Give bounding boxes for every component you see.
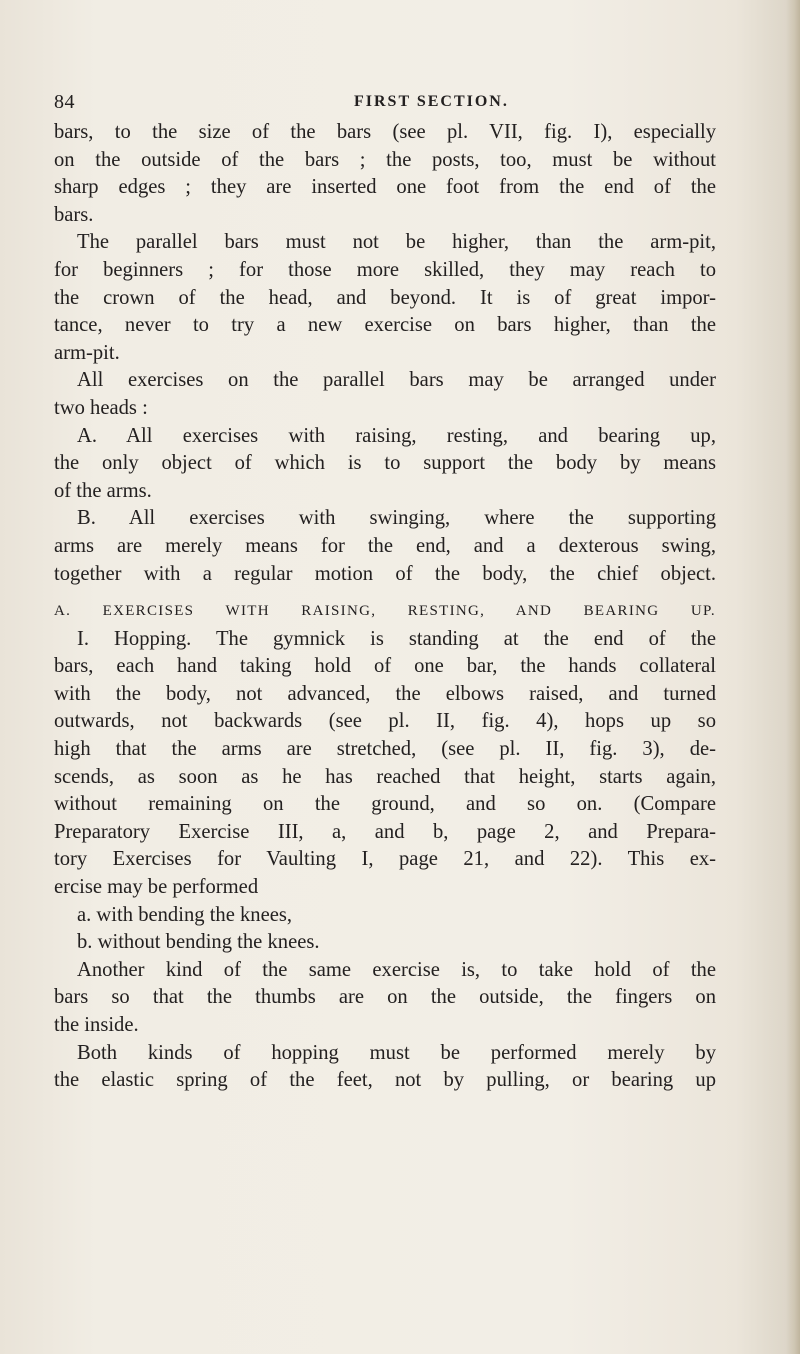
text-line: All exercises on the parallel bars may be arranged under <box>77 369 716 392</box>
text-line: high that the arms are stretched, (see pl. II, fig. 3), de- <box>54 738 716 761</box>
page-header <box>54 91 714 115</box>
text-line: together with a regular motion of the body, the chief object. <box>54 562 716 585</box>
text-line: the inside. <box>54 1014 139 1036</box>
body-text <box>54 119 716 1095</box>
text-line: Preparatory Exercise III, a, and b, page 2, and Prepara- <box>54 820 716 843</box>
text-line: bars, each hand taking hold of one bar, the hands collateral <box>54 655 716 678</box>
text-line: I. Hopping. The gymnick is standing at the end of the <box>77 627 716 650</box>
text-line: tory Exercises for Vaulting I, page 21, and 22). This ex- <box>54 848 716 871</box>
text-line: b. without bending the knees. <box>77 931 320 954</box>
text-line: Another kind of the same exercise is, to take hold of the <box>77 958 716 981</box>
text-line: bars, to the size of the bars (see pl. VII, fig. I), especially <box>54 121 716 143</box>
text-line: the only object of which is to support the body by means <box>54 452 716 475</box>
text-line: on the outside of the bars ; the posts, too, must be without <box>54 148 716 171</box>
page-edge-shadow <box>786 0 800 1354</box>
text-line: The parallel bars must not be higher, than the arm-pit, <box>77 231 716 254</box>
text-line: of the arms. <box>54 479 152 502</box>
text-line: A. All exercises with raising, resting, and bearing up, <box>77 424 716 447</box>
text-line: without remaining on the ground, and so on. (Compare <box>54 793 716 816</box>
text-line: scends, as soon as he has reached that height, starts again, <box>54 765 716 788</box>
text-line: arms are merely means for the end, and a dexterous swing, <box>54 534 716 557</box>
page-number: 84 <box>54 91 75 113</box>
section-subheading: A. EXERCISES WITH RAISING, RESTING, AND BEARING UP. <box>54 603 716 620</box>
text-line: ercise may be performed <box>54 876 259 899</box>
text-line: with the body, not advanced, the elbows raised, and turned <box>54 682 716 705</box>
text-line: sharp edges ; they are inserted one foot from the end of the <box>54 176 716 199</box>
text-line: bars so that the thumbs are on the outside, the fingers on <box>54 986 716 1009</box>
text-line: arm-pit. <box>54 341 120 364</box>
text-line: bars. <box>54 203 94 226</box>
text-line: the elastic spring of the feet, not by pulling, or bearing up <box>54 1069 716 1092</box>
text-line: tance, never to try a new exercise on bars higher, than the <box>54 314 716 337</box>
text-line: Both kinds of hopping must be performed merely by <box>77 1041 716 1064</box>
text-line: two heads : <box>54 396 148 419</box>
running-head: FIRST SECTION. <box>354 93 509 110</box>
text-line: the crown of the head, and beyond. It is of great impor- <box>54 286 716 309</box>
text-line: B. All exercises with swinging, where the supporting <box>77 507 716 530</box>
text-line: for beginners ; for those more skilled, they may reach to <box>54 258 716 281</box>
text-line: a. with bending the knees, <box>77 903 293 926</box>
text-line: outwards, not backwards (see pl. II, fig. 4), hops up so <box>54 710 716 733</box>
